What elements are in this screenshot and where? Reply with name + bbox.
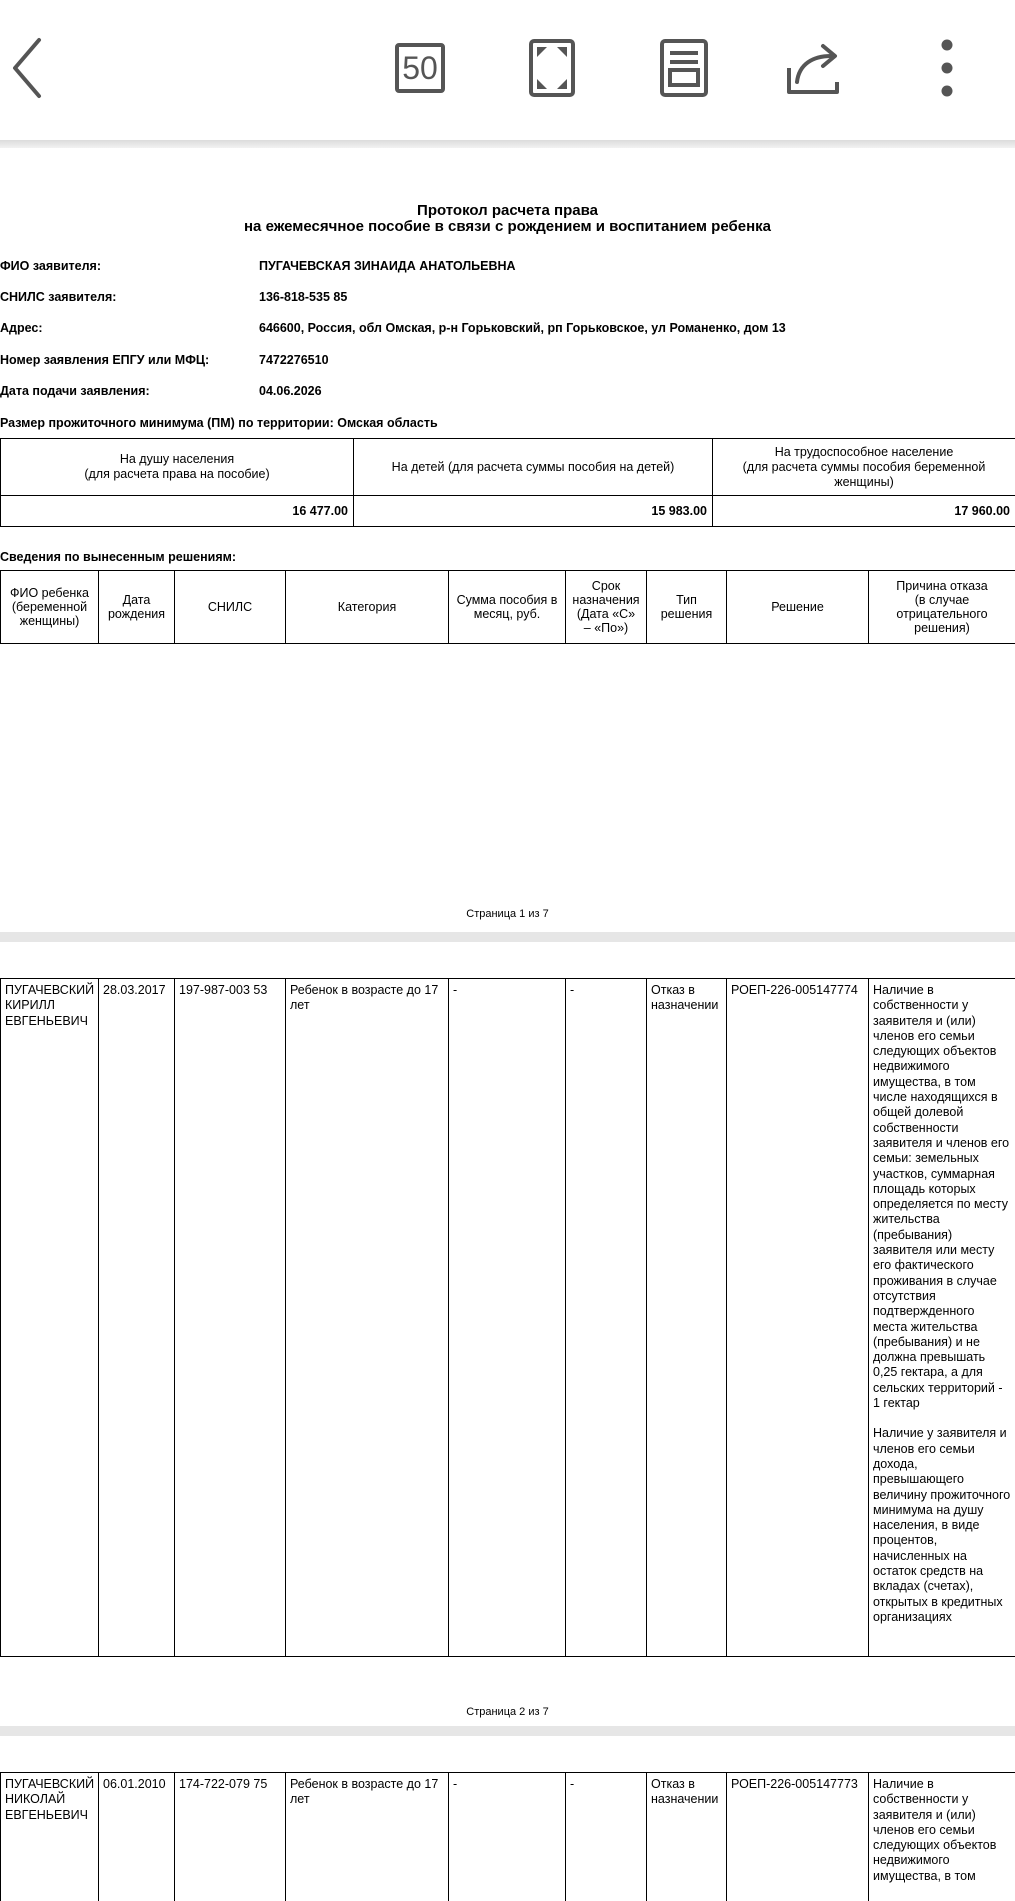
col-header-term: Срок назначения (Дата «С» – «По») xyxy=(566,571,647,644)
decision-type-cell: Отказ в назначении xyxy=(647,979,727,1657)
refusal-reason-1: Наличие в собственности у заявителя и (или) членов его семьи следующих объектов недвижимого имущества, в том числе находящихся в общей долевой собственности заявителя и членов его семьи: земельных участков, суммарная площадь которых определяется по месту жительства (пребывания) заявителя или месту его фактического проживания в случае отсутствия подтвержденного места жительства (пребывания) и не должна превышать 0,25 гектара, а для сельских территорий - 1 гектар xyxy=(873,983,1010,1411)
sum-cell: - xyxy=(449,1773,566,1901)
col-header-category: Категория xyxy=(286,571,449,644)
decision-cell: РОЕП-226-005147773 xyxy=(727,1773,869,1901)
table-row xyxy=(1,1773,1015,1901)
share-button[interactable] xyxy=(785,28,845,108)
decision-type-cell: Отказ в назначении xyxy=(647,1773,727,1901)
viewer-toolbar xyxy=(0,0,1015,140)
col-header-refusal-reason: Причина отказа (в случае отрицательного решения) xyxy=(869,571,1015,644)
page-separator xyxy=(0,932,1015,942)
col-header-birth-date: Дата рождения xyxy=(99,571,175,644)
back-arrow-icon xyxy=(5,36,45,100)
decisions-table-page-2 xyxy=(0,978,1015,1657)
page-separator xyxy=(0,1726,1015,1736)
page-footer-1: Страница 1 из 7 xyxy=(466,908,549,920)
refusal-reason-cell xyxy=(869,979,1015,1657)
back-button[interactable] xyxy=(0,28,50,108)
child-name-cell: ПУГАЧЕВСКИЙ КИРИЛЛ ЕВГЕНЬЕВИЧ xyxy=(1,979,99,1657)
fullscreen-icon xyxy=(529,39,575,97)
birth-date-cell: 28.03.2017 xyxy=(99,979,175,1657)
term-cell: - xyxy=(566,1773,647,1901)
decisions-table-page-3 xyxy=(0,1772,1015,1901)
more-vertical-icon xyxy=(940,38,954,98)
document-page-3 xyxy=(0,1736,1015,1901)
term-cell: - xyxy=(566,979,647,1657)
category-cell: Ребенок в возрасте до 17 лет xyxy=(286,979,449,1657)
address-label: Адрес: xyxy=(0,321,43,335)
pm-header-working: На трудоспособное население (для расчета суммы пособия беременной женщины) xyxy=(713,439,1015,496)
share-icon xyxy=(785,38,845,98)
address-value: 646600, Россия, обл Омская, р-н Горьковский, рп Горьковское, ул Романенко, дом 13 xyxy=(259,321,786,335)
refusal-reason-1: Наличие в собственности у заявителя и (или) членов его семьи следующих объектов недвижимого имущества, в том xyxy=(873,1777,997,1883)
reading-mode-icon xyxy=(660,39,708,97)
applicant-snils-label: СНИЛС заявителя: xyxy=(0,290,117,304)
application-date-value: 04.06.2026 xyxy=(259,384,322,398)
page-count-label: 50 xyxy=(402,49,438,86)
document-title-line1: Протокол расчета права xyxy=(417,202,598,219)
pm-header-per-capita: На душу населения (для расчета права на пособие) xyxy=(1,439,354,496)
page-count-icon xyxy=(395,43,445,93)
applicant-snils-value: 136-818-535 85 xyxy=(259,290,348,304)
table-row xyxy=(1,979,1015,1657)
document-page-2 xyxy=(0,942,1015,1726)
reading-mode-button[interactable] xyxy=(658,28,710,108)
decisions-header-table xyxy=(0,570,1015,644)
sum-cell: - xyxy=(449,979,566,1657)
child-name-cell: ПУГАЧЕВСКИЙ НИКОЛАЙ ЕВГЕНЬЕВИЧ xyxy=(1,1773,99,1901)
col-header-snils: СНИЛС xyxy=(175,571,286,644)
applicant-name-value: ПУГАЧЕВСКАЯ ЗИНАИДА АНАТОЛЬЕВНА xyxy=(259,259,516,273)
page-footer-2: Страница 2 из 7 xyxy=(466,1706,549,1718)
col-header-sum: Сумма пособия в месяц, руб. xyxy=(449,571,566,644)
pm-section-title: Размер прожиточного минимума (ПМ) по территории: Омская область xyxy=(0,416,438,430)
application-number-value: 7472276510 xyxy=(259,353,329,367)
col-header-child-name: ФИО ребенка (беременной женщины) xyxy=(1,571,99,644)
pm-header-children: На детей (для расчета суммы пособия на детей) xyxy=(354,439,713,496)
page-count-button[interactable] xyxy=(390,28,450,108)
snils-cell: 174-722-079 75 xyxy=(175,1773,286,1901)
refusal-reason-2: Наличие у заявителя и членов его семьи дохода, превышающего величину прожиточного минимума на душу населения, в виде процентов, начисленных на остаток средств на вкладах (счетах), открытых в кредитных организациях xyxy=(873,1426,1011,1624)
pm-value-working: 17 960.00 xyxy=(713,496,1015,527)
col-header-decision-type: Тип решения xyxy=(647,571,727,644)
category-cell: Ребенок в возрасте до 17 лет xyxy=(286,1773,449,1901)
birth-date-cell: 06.01.2010 xyxy=(99,1773,175,1901)
refusal-reason-cell xyxy=(869,1773,1015,1901)
application-number-label: Номер заявления ЕПГУ или МФЦ: xyxy=(0,353,210,367)
document-title-line2: на ежемесячное пособие в связи с рождением и воспитанием ребенка xyxy=(244,218,771,235)
toolbar-divider xyxy=(0,140,1015,148)
document-page-1 xyxy=(0,148,1015,932)
pm-table xyxy=(0,438,1015,527)
col-header-decision: Решение xyxy=(727,571,869,644)
decisions-section-title: Сведения по вынесенным решениям: xyxy=(0,550,237,564)
snils-cell: 197-987-003 53 xyxy=(175,979,286,1657)
more-options-button[interactable] xyxy=(930,28,964,108)
decision-cell: РОЕП-226-005147774 xyxy=(727,979,869,1657)
fullscreen-button[interactable] xyxy=(526,28,578,108)
pm-value-children: 15 983.00 xyxy=(354,496,713,527)
application-date-label: Дата подачи заявления: xyxy=(0,384,150,398)
applicant-name-label: ФИО заявителя: xyxy=(0,259,101,273)
pm-value-per-capita: 16 477.00 xyxy=(1,496,354,527)
